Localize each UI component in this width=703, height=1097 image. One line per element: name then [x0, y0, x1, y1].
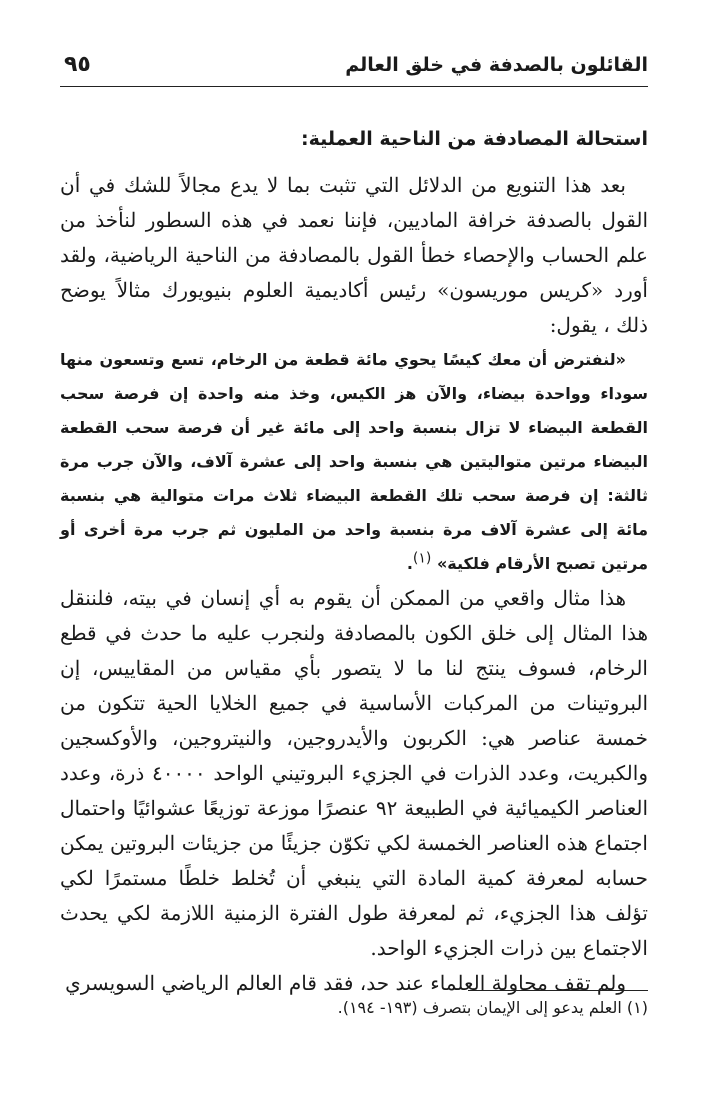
footnote-divider [468, 990, 648, 991]
running-title: القائلون بالصدفة في خلق العالم [345, 54, 648, 76]
paragraph-continuation: ولم تقف محاولة العلماء عند حد، فقد قام العالم الرياضي السويسري [65, 971, 626, 995]
body-text [60, 168, 648, 1001]
paragraph-protein: هذا مثال واقعي من الممكن أن يقوم به أي إنسان في بيته، فلننقل هذا المثال إلى خلق الكون بالمصادفة ولنجرب عليه ما حدث في قطع الرخام، فسوف ينتج لنا ما لا يتصور بأي مقياس من المقاييس، إن البروتينات من المركبات الأساسية في جميع الخلايا الحية تتكون من خمسة عناصر هي: الكربون والأيدروجين، والنيتروجين، والأوكسجين والكبريت، وعدد الذرات في الجزيء البروتيني الواحد ٤٠٠٠٠ ذرة، وعدد العناصر الكيميائية في الطبيعة ٩٢ عنصرًا موزعة توزيعًا عشوائيًا واحتمال اجتماع هذه العناصر الخمسة لكي تكوّن جزيئًا من جزيئات البروتين يمكن حسابه لمعرفة كمية المادة التي ينبغي أن تُخلط خلطًا مستمرًا لكي تؤلف هذا الجزيء، ثم لمعرفة طول الفترة الزمنية اللازمة لكي يحدث الاجتماع بين ذرات الجزيء الواحد. [60, 586, 648, 960]
quote-text: «لنفترض أن معك كيسًا يحوي مائة قطعة من الرخام، تسع وتسعون منها سوداء وواحدة بيضاء، والآن هز الكيس، وخذ منه واحدة إن فرصة سحب القطعة البيضاء لا تزال بنسبة واحد إلى مائة غير أن فرصة سحب القطعة البيضاء مرتين متواليتين هي بنسبة واحد إلى عشرة آلاف، والآن جرب مرة ثالثة: إن فرصة سحب تلك القطعة البيضاء ثلاث مرات متوالية هي بنسبة مائة إلى عشرة آلاف مرة بنسبة واحد من المليون ثم جرب مرة أخرى أو مرتين تصبح الأرقام فلكية» [60, 350, 648, 573]
footnote: (١) العلم يدعو إلى الإيمان بتصرف (١٩٣- ١٩٤). [337, 998, 648, 1017]
section-heading: استحالة المصادفة من الناحية العملية: [301, 128, 648, 150]
book-page [60, 40, 648, 1060]
page-number: ٩٥ [64, 52, 91, 77]
footnote-reference: (١) [412, 550, 432, 567]
paragraph-intro: بعد هذا التنويع من الدلائل التي تثبت بما لا يدع مجالاً للشك في أن القول بالصدفة خرافة الماديين، فإننا نعمد في هذه السطور لنأخذ من علم الحساب والإحصاء خطأ القول بالمصادفة من الناحية الرياضية، ولقد أورد «كريس موريسون» رئيس أكاديمية العلوم بنيويورك مثالاً يوضح ذلك ، يقول: [60, 173, 648, 337]
quoted-example: «لنفترض أن معك كيسًا يحوي مائة قطعة من الرخام، تسع وتسعون منها سوداء وواحدة بيضاء، والآن هز الكيس، وخذ منه واحدة إن فرصة سحب القطعة البيضاء لا تزال بنسبة واحد إلى مائة غير أن فرصة سحب القطعة البيضاء مرتين متواليتين هي بنسبة واحد إلى عشرة آلاف، والآن جرب مرة ثالثة: إن فرصة سحب تلك القطعة البيضاء ثلاث مرات متوالية هي بنسبة مائة إلى عشرة آلاف مرة بنسبة واحد من المليون ثم جرب مرة أخرى أو مرتين تصبح الأرقام فلكية» (١). [60, 350, 648, 573]
running-header [60, 50, 648, 87]
